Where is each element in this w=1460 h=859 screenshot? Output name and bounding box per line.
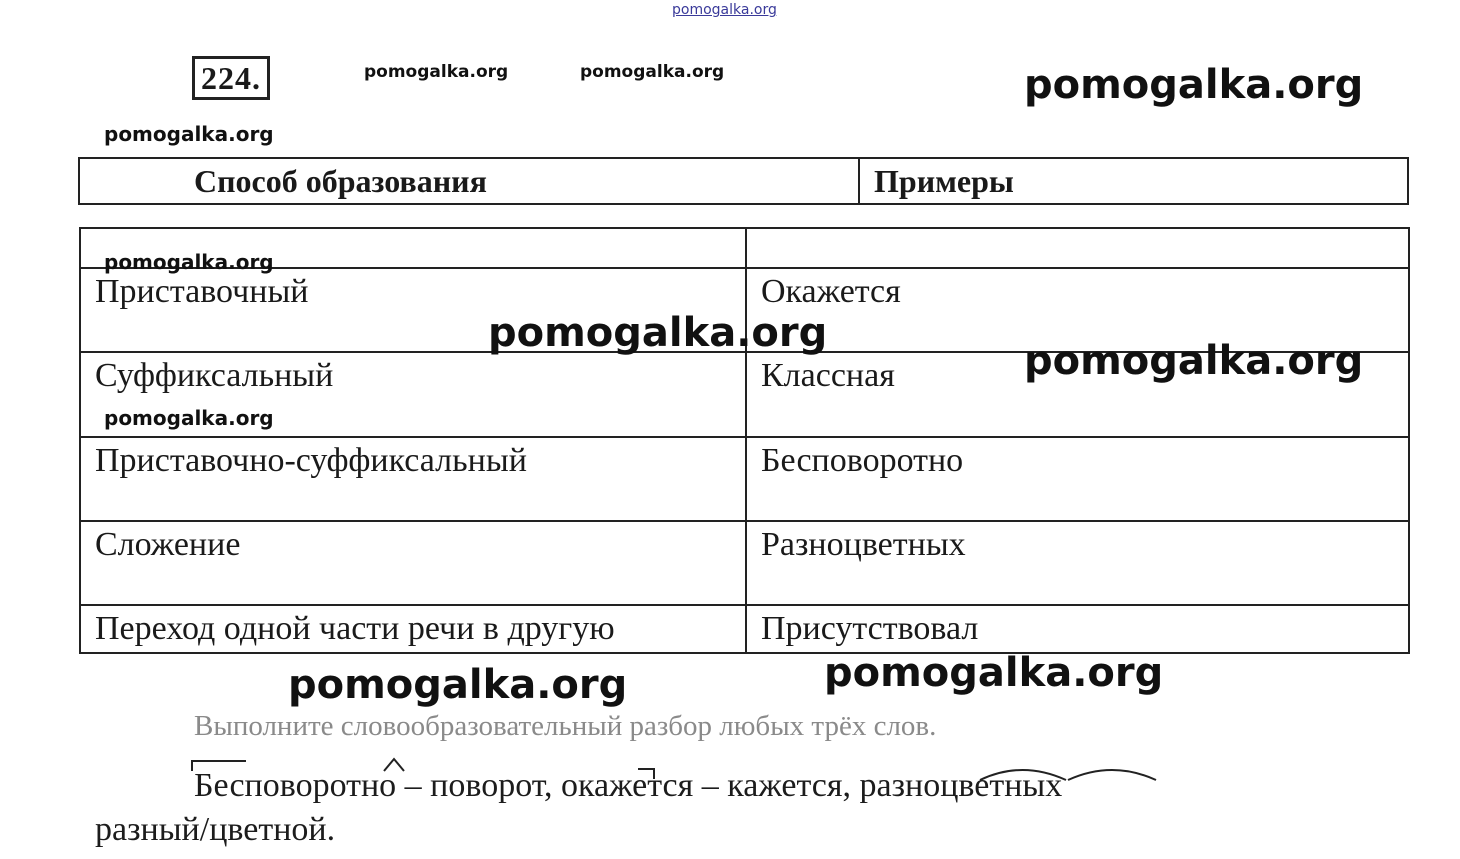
method-cell: Приставочный xyxy=(80,268,746,352)
example-cell: Классная xyxy=(746,352,1409,437)
answer-line-1: Бесповоротно – поворот, окажется – кажется, разноцветных xyxy=(194,767,1063,804)
method-cell: Суффиксальный xyxy=(80,352,746,437)
example-cell: Присутствовал xyxy=(746,605,1409,653)
table-row xyxy=(80,521,1409,605)
example-cell: Бесповоротно xyxy=(746,437,1409,521)
task-instruction: Выполните словообразовательный разбор любых трёх слов. xyxy=(194,710,937,742)
word-formation-table xyxy=(79,227,1410,654)
watermark: pomogalka.org xyxy=(1024,62,1364,108)
header-examples: Примеры xyxy=(859,158,1408,204)
watermark: pomogalka.org xyxy=(824,650,1164,696)
watermark: pomogalka.org xyxy=(580,62,725,82)
answer-line-2: разный/цветной. xyxy=(95,811,336,848)
header-table xyxy=(78,157,1409,205)
example-cell: Разноцветных xyxy=(746,521,1409,605)
watermark: pomogalka.org xyxy=(104,122,274,146)
method-cell: Сложение xyxy=(80,521,746,605)
task-number: 224. xyxy=(192,56,270,100)
watermark-top: pomogalka.org xyxy=(672,2,777,18)
watermark: pomogalka.org xyxy=(364,62,509,82)
method-cell: Переход одной части речи в другую xyxy=(80,605,746,653)
watermark: pomogalka.org xyxy=(104,406,274,430)
header-method: Способ образования xyxy=(79,158,859,204)
table-row xyxy=(80,437,1409,521)
method-cell: Приставочно-суффиксальный xyxy=(80,437,746,521)
empty-cell xyxy=(746,228,1409,268)
watermark: pomogalka.org xyxy=(104,250,274,274)
table-row xyxy=(80,605,1409,653)
watermark: pomogalka.org xyxy=(488,310,828,356)
example-cell: Окажется xyxy=(746,268,1409,352)
watermark: pomogalka.org xyxy=(288,662,628,708)
watermark: pomogalka.org xyxy=(1024,338,1364,384)
